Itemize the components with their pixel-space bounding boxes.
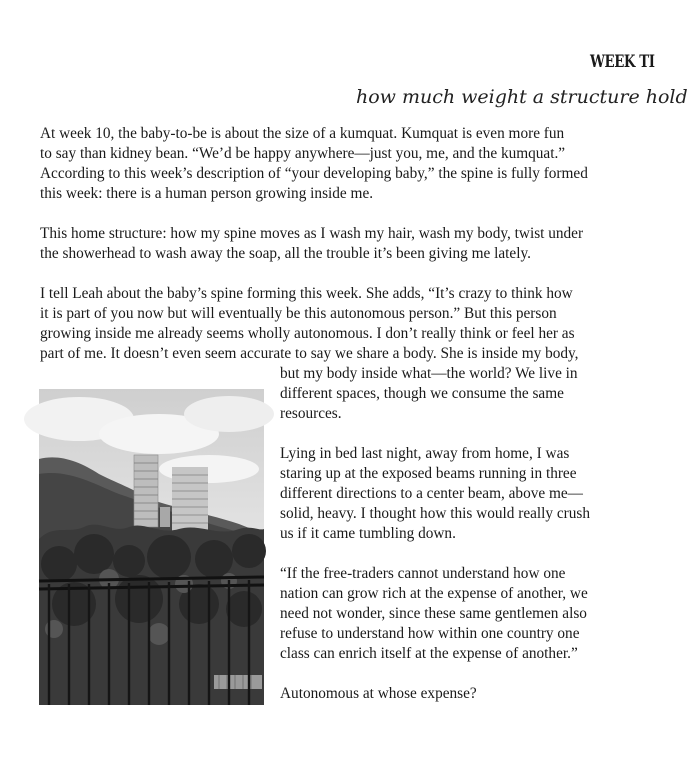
text-line: staring up at the exposed beams running in three (280, 465, 577, 482)
text-line: it is part of you now but will eventually be this autonomous person.” But this person (40, 305, 557, 322)
text-line: the showerhead to wash away the soap, all the trouble it’s been giving me lately. (40, 245, 531, 262)
text-line: part of me. It doesn’t even seem accurate to say we share a body. She is inside my body, (40, 345, 579, 362)
text-line: different spaces, though we consume the same (280, 385, 564, 402)
text-line: Autonomous at whose expense? (280, 685, 477, 702)
paragraph-home-structure (40, 224, 630, 264)
text-line: According to this week’s description of “your developing baby,” the spine is fully formed (40, 165, 588, 182)
text-line: need not wonder, since these same gentlemen also (280, 605, 587, 622)
paragraph-beams (280, 444, 630, 544)
text-line: us if it came tumbling down. (280, 525, 456, 542)
paragraph-kumquat (40, 124, 630, 204)
text-line: This home structure: how my spine moves as I wash my hair, wash my body, twist under (40, 225, 584, 242)
text-line: this week: there is a human person growing inside me. (40, 185, 374, 202)
text-line: I tell Leah about the baby’s spine forming this week. She adds, “It’s crazy to think how (40, 285, 573, 302)
text-line: “If the free-traders cannot understand how one (280, 565, 566, 582)
text-line: but my body inside what—the world? We live in (280, 365, 578, 382)
text-line: different directions to a center beam, above me— (280, 485, 583, 502)
running-header-subtitle: how much weight a structure hold (356, 86, 688, 108)
running-header-title: WEEK TI (590, 52, 655, 72)
text-line: refuse to understand how within one country one (280, 625, 580, 642)
paragraph-closing (280, 684, 630, 704)
text-line: At week 10, the baby-to-be is about the size of a kumquat. Kumquat is even more fun (40, 125, 565, 142)
text-line: to say than kidney bean. “We’d be happy anywhere—just you, me, and the kumquat.” (40, 145, 566, 162)
text-line: nation can grow rich at the expense of another, we (280, 585, 588, 602)
paragraph-quote (280, 564, 630, 664)
text-line: class can enrich itself at the expense of another.” (280, 645, 578, 662)
photo-towers-balcony (39, 389, 264, 705)
text-line: Lying in bed last night, away from home, I was (280, 445, 570, 462)
text-line: growing inside me already seems wholly autonomous. I don’t really think or feel her as (40, 325, 575, 342)
text-line: resources. (280, 405, 342, 422)
text-line: solid, heavy. I thought how this would really crush (280, 505, 591, 522)
